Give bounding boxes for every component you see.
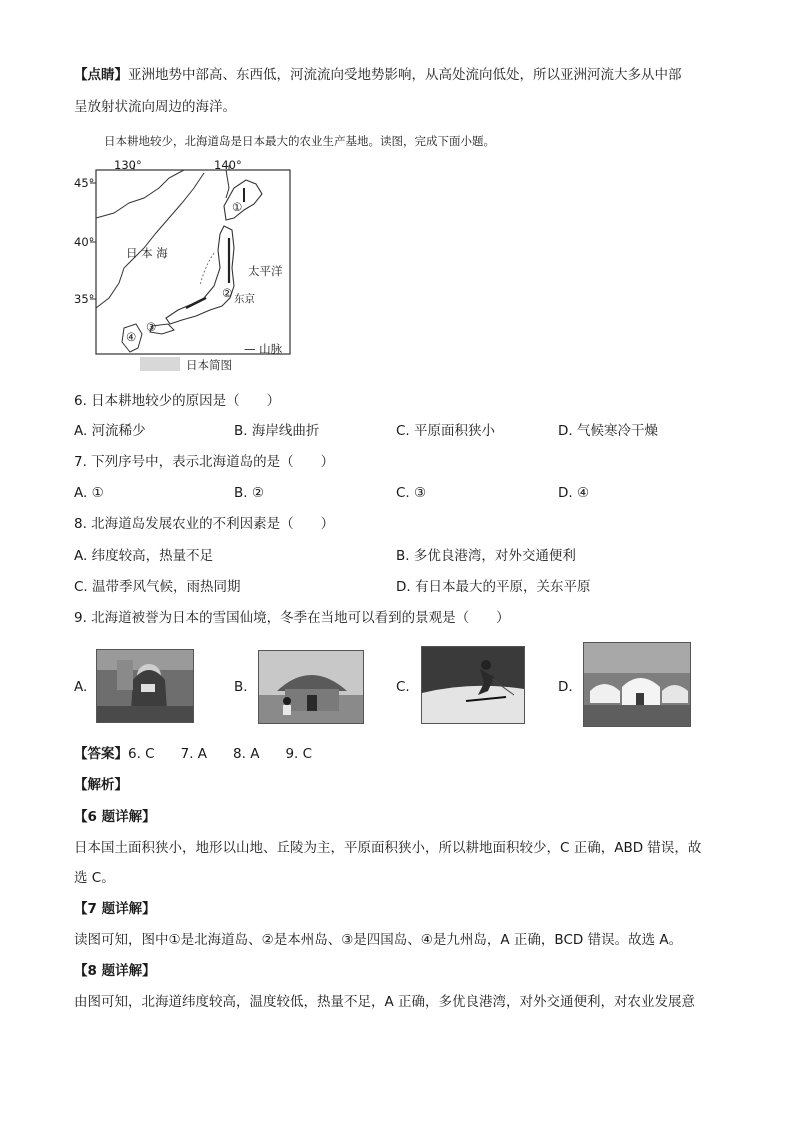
q8-analysis-line1: 由图可知，北海道纬度较高，温度较低，热量不足，A 正确，多优良港湾，对外交通便利，对农业发展意 xyxy=(74,994,696,1010)
q6-stem: 6. 日本耕地较少的原因是（ ） xyxy=(74,393,281,409)
q9-option-c: C. xyxy=(396,679,410,695)
intro-tag: 【点睛】 xyxy=(74,67,128,83)
q8-stem: 8. 北海道岛发展农业的不利因素是（ ） xyxy=(74,516,335,532)
answer-6: 6. C xyxy=(128,746,155,762)
marker-3: ③ xyxy=(146,320,157,334)
q7-analysis-line1: 读图可知，图中①是北海道岛、②是本州岛、③是四国岛、④是九州岛，A 正确，BCD 错误。故选 A。 xyxy=(74,932,683,948)
q8-option-b: B. 多优良港湾，对外交通便利 xyxy=(396,548,576,564)
q6-option-d: D. 气候寒冷干燥 xyxy=(558,423,658,439)
japan-map xyxy=(74,158,304,376)
q9-option-a: A. xyxy=(74,679,88,695)
marker-4: ④ xyxy=(126,330,137,344)
caption-blur-box xyxy=(140,357,180,371)
q6-analysis-line2: 选 C。 xyxy=(74,870,115,886)
q6-analysis-tag: 【6 题详解】 xyxy=(74,809,156,825)
sea-label: 日 本 海 xyxy=(126,246,168,260)
q6-analysis-line1: 日本国土面积狭小，地形以山地、丘陵为主，平原面积狭小，所以耕地面积较少，C 正确，ABD 错误，故 xyxy=(74,840,702,856)
q7-option-a: A. ① xyxy=(74,485,104,501)
q7-option-d: D. ④ xyxy=(558,485,590,501)
question-prompt: 日本耕地较少，北海道岛是日本最大的农业生产基地。读图，完成下面小题。 xyxy=(104,134,495,148)
answer-8: 8. A xyxy=(233,746,260,762)
q6-option-c: C. 平原面积狭小 xyxy=(396,423,496,439)
q9-stem: 9. 北海道被誉为日本的雪国仙境，冬季在当地可以看到的景观是（ ） xyxy=(74,610,510,626)
intro-paragraph-line2: 呈放射状流向周边的海洋。 xyxy=(74,99,236,115)
q9-photo-b-thatched-hut xyxy=(258,650,364,724)
ocean-label: 太平洋 xyxy=(248,264,283,278)
map-caption: 日本简图 xyxy=(186,358,232,372)
q7-option-c: C. ③ xyxy=(396,485,427,501)
marker-1: ① xyxy=(232,200,243,214)
q9-photo-c-skier xyxy=(421,646,525,724)
q9-photo-d-yurts xyxy=(583,642,691,727)
q7-option-b: B. ② xyxy=(234,485,264,501)
q9-option-b: B. xyxy=(234,679,248,695)
q6-option-a: A. 河流稀少 xyxy=(74,423,146,439)
city-label: 东京 xyxy=(234,293,255,305)
analysis-tag: 【解析】 xyxy=(74,777,128,793)
lon-label-130: 130° xyxy=(114,158,142,172)
q9-option-d: D. xyxy=(558,679,573,695)
answer-row xyxy=(74,745,312,763)
legend-mountain: — 山脉 xyxy=(244,342,283,356)
q9-photo-a-woman-drinking xyxy=(96,649,194,723)
answer-tag: 【答案】 xyxy=(74,746,128,762)
answer-7: 7. A xyxy=(180,746,208,762)
answer-9: 9. C xyxy=(285,746,313,762)
lat-label-40: 40° xyxy=(74,235,95,249)
intro-text-1: 亚洲地势中部高、东西低，河流流向受地势影响，从高处流向低处，所以亚洲河流大多从中部 xyxy=(128,67,682,83)
q8-option-c: C. 温带季风气候，雨热同期 xyxy=(74,579,241,595)
q6-option-b: B. 海岸线曲折 xyxy=(234,423,320,439)
intro-paragraph-line1 xyxy=(74,66,682,84)
q7-stem: 7. 下列序号中，表示北海道岛的是（ ） xyxy=(74,454,335,470)
lon-label-140: 140° xyxy=(214,158,242,172)
lat-label-45: 45° xyxy=(74,176,95,190)
lat-label-35: 35° xyxy=(74,292,95,306)
q8-analysis-tag: 【8 题详解】 xyxy=(74,963,156,979)
q8-option-a: A. 纬度较高，热量不足 xyxy=(74,548,214,564)
marker-2: ② xyxy=(222,286,233,300)
q8-option-d: D. 有日本最大的平原，关东平原 xyxy=(396,579,591,595)
q7-analysis-tag: 【7 题详解】 xyxy=(74,901,156,917)
